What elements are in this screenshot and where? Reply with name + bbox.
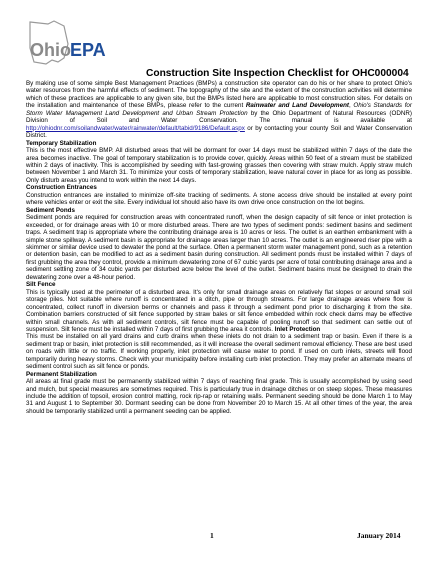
heading-construction-entrances: Construction Entrances — [26, 184, 97, 192]
heading-temporary-stabilization: Temporary Stabilization — [26, 139, 97, 147]
document-body — [26, 80, 412, 415]
rainwater-title: Rainwater and Land Development — [245, 102, 349, 110]
text-permanent-stabilization: All areas at final grade must be permanently stabilized within 7 days of reaching final grade. This is usually accomplished by using seed and mulch, but special measures are sometimes required. This is particularly true in drainage ditches or on steep slopes. These measures include the addition of topsoil, erosion control matting, rock rip-rap or retaining walls. Permanent seeding should be done March 1 to May 31 and August 1 to September 30. Dormant seeding can be done from November 20 to March 15. At all other times of the year, the area should be temporarily stabilized until a permanent seeding can be applied. — [26, 378, 412, 415]
heading-permanent-stabilization: Permanent Stabilization — [26, 370, 97, 378]
ohio-epa-logo — [24, 18, 120, 70]
text-silt-fence — [26, 289, 412, 334]
page-title: Construction Site Inspection Checklist for OHC000004 — [146, 68, 409, 79]
heading-inlet-protection: Inlet Protection — [274, 325, 321, 333]
text-sediment-ponds: Sediment ponds are required for construction areas with concentrated runoff, when the design capacity of silt fence or inlet protection is exceeded, or for drainage areas with 10 or more disturbed areas. There are two types of sediment ponds: sediment basins and sediment traps. A sediment trap is appropriate where the contributing drainage area is 10 acres or less. The outlet is an earthen embankment with a simple stone spillway. A sediment basin is appropriate for drainage areas larger than 10 acres. The outlet is an engineered riser pipe with a skimmer or similar device used to dewater the pond at the surface. Often a permanent storm water management pond, such as a retention or detention basin, can be modified to act as a sediment basin during construction. All sediment ponds must be installed within 7 days of first grubbing the area they control, provide a minimum dewatering zone of 67 cubic yards per acre of total contributing drainage area and a sediment settling zone of 34 cubic yards per disturbed acre below the level of the outlet. Sediment basins must be designed to drain the dewatering zone over a 48-hour period. — [26, 214, 412, 281]
text-temporary-stabilization: This is the most effective BMP. All disturbed areas that will be dormant for over 14 days must be stabilized within 7 days of the date the area becomes inactive. The goal of temporary stabilization is to provide cover, quickly. Areas within 50 feet of a stream must be stabilized within 2 days of inactivity. This is accomplished by seeding with fast-growing grasses then covering with straw mulch. Apply straw mulch between November 1 and March 31. To minimize your costs of temporary stabilization, leave natural cover in place for as long as possible. Only disturb areas you intend to work within the next 14 days. — [26, 147, 412, 184]
intro-text-2: , — [348, 102, 354, 110]
footer-date: January 2014 — [357, 531, 401, 540]
manual-link[interactable]: http://ohiodnr.com/soilandwater/water/rainwater/default/tabid/9186/Default.aspx — [26, 124, 245, 132]
logo-ohio-text: Ohio — [30, 40, 71, 60]
logo-epa-text: EPA — [70, 40, 106, 60]
intro-paragraph — [26, 80, 412, 140]
text-inlet-protection: This must be installed on all yard drains and curb drains when these inlets do not drain to a sediment trap or basin. Even if there is a sediment trap or basin, inlet protection is still recommended, as it will increase the overall sediment removal efficiency. These are best used on roads with little or no traffic. If working properly, inlet protection will cause water to pond. If used on curb inlets, streets will flood temporarily during heavy storms. Check with your municipality before installing curb inlet protection. They may prefer an alternate means of sediment control such as silt fence or ponds. — [26, 333, 412, 371]
standards-title: Ohio's Standards for Storm Water Management Land Development and Urban Stream Protection — [26, 102, 412, 117]
silt-fence-text: This is typically used at the perimeter of a disturbed area. It's only for small drainage areas on relatively flat slopes or around small soil storage piles. Not suitable where runoff is concentrated in a ditch, pipe or through streams. For large drainage areas where flow is concentrated, collect runoff in diversion berms or channels and pass it through a sediment pond prior to discharging it from the site. Combination barriers constructed of silt fence supported by straw bales or silt fence embedded within rock check dams may be effective within small channels. As with all sediment controls, silt fence must be capable of pooling runoff so that sediment can settle out of suspension. Silt fence must be installed within 7 days of first grubbing the area it controls. — [26, 288, 412, 333]
page-number: 1 — [210, 531, 214, 540]
text-construction-entrances: Construction entrances are installed to minimize off-site tracking of sediments. A stone access drive should be installed at every point where vehicles enter or exit the site. Every individual lot should also have its own drive once construction on the lot begins. — [26, 191, 412, 207]
intro-text-3: by the Ohio Department of Natural Resources (ODNR) Division of Soil and Water Conservation. The manual is available at — [26, 109, 412, 125]
heading-sediment-ponds: Sediment Ponds — [26, 206, 75, 214]
intro-text-1: By making use of some simple Best Management Practices (BMPs) a construction site operator can do his or her share to protect Ohio's water resources from the harmful effects of sediment. The topography of the site and the extent of the construction activities will determine which of these practices are applicable to any given site, but the BMPs listed here are applicable to most construction sites. For details on the installation and maintenance of these BMPs, please refer to the current — [26, 80, 412, 110]
heading-silt-fence: Silt Fence — [26, 281, 56, 289]
intro-text-4: or by contacting your county Soil and Water Conservation District. — [26, 124, 412, 140]
